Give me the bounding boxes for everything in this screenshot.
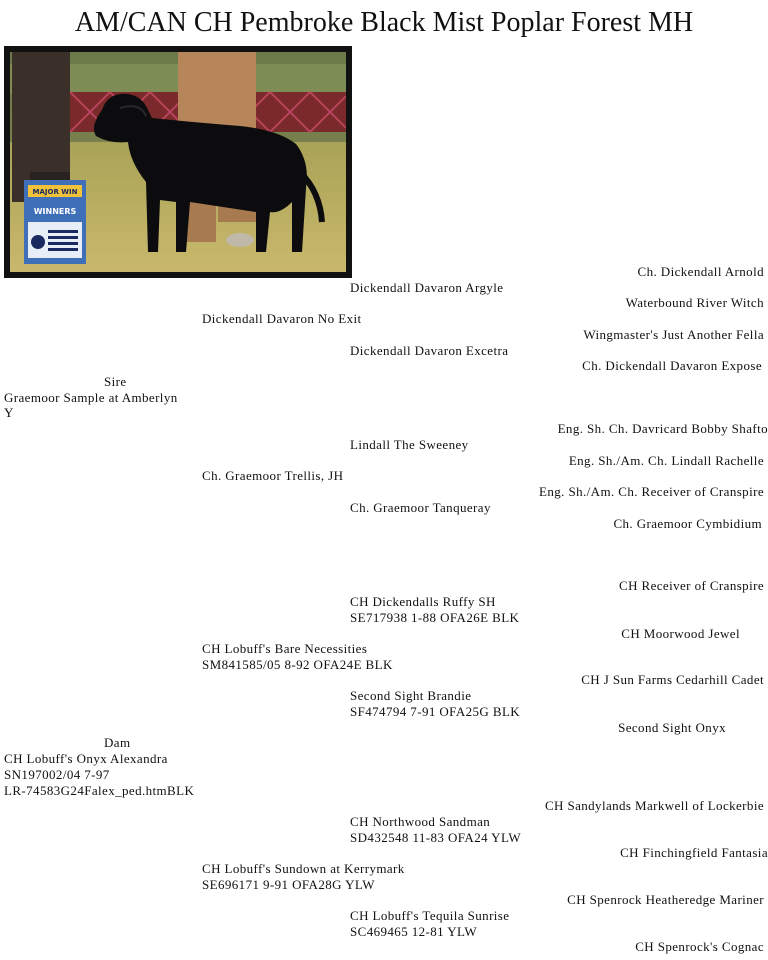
dam-pedigree-sss: CH Receiver of Cranspire xyxy=(619,578,764,593)
pedigree-dd: Ch. Graemoor Tanqueray xyxy=(350,500,491,515)
page-title: AM/CAN CH Pembroke Black Mist Poplar Forest MH xyxy=(74,7,694,38)
dam-pedigree-sd-line-2: SF474794 7-91 OFA25G BLK xyxy=(350,704,521,719)
pedigree-ssd: Waterbound River Witch xyxy=(625,295,764,310)
dam-name-line-3: LR-74583G24Falex_ped.htmBLK xyxy=(4,783,195,798)
pedigree-dsd: Eng. Sh./Am. Ch. Lindall Rachelle xyxy=(568,453,764,468)
dam-name-line-1: CH Lobuff's Onyx Alexandra xyxy=(4,751,168,766)
dam-pedigree-dd-line-2: SC469465 12-81 YLW xyxy=(350,924,478,939)
pedigree-dsss: Eng. Sh. Ch. Davricard Bobby Shafto xyxy=(557,421,768,436)
dam-pedigree-ddd: CH Spenrock's Cognac xyxy=(635,939,764,954)
dam-pedigree-sdd: Second Sight Onyx xyxy=(618,720,726,735)
sign-line-1: MAJOR WIN xyxy=(32,188,78,196)
dam-dam-line-1: CH Lobuff's Sundown at Kerrymark xyxy=(202,861,405,876)
dam-sire-line-2: SM841585/05 8-92 OFA24E BLK xyxy=(202,657,393,672)
pedigree-sire-sire: Dickendall Davaron No Exit xyxy=(202,311,362,326)
pedigree-sd: Dickendall Davaron Excetra xyxy=(350,343,509,358)
dam-pedigree-dss: CH Sandylands Markwell of Lockerbie xyxy=(544,798,764,813)
sire-label: Sire xyxy=(104,374,127,389)
pedigree-sdss: Wingmaster's Just Another Fella xyxy=(583,327,764,342)
dam-pedigree-dsd: CH Finchingfield Fantasia xyxy=(620,845,768,860)
pedigree-sire-dam: Ch. Graemoor Trellis, JH xyxy=(202,468,344,483)
pedigree-sss: Ch. Dickendall Arnold xyxy=(637,264,764,279)
dam-pedigree-ss-line-1: CH Dickendalls Ruffy SH xyxy=(350,594,496,609)
dam-pedigree-ss-line-2: SE717938 1-88 OFA26E BLK xyxy=(350,610,520,625)
pedigree-ss: Dickendall Davaron Argyle xyxy=(350,280,504,295)
sire-name-line-2: Y xyxy=(4,405,14,420)
dog-photo-image xyxy=(10,52,346,272)
dam-label: Dam xyxy=(104,735,131,750)
dam-dam-line-2: SE696171 9-91 OFA28G YLW xyxy=(202,877,375,892)
pedigree-ddd: Ch. Graemoor Cymbidium xyxy=(613,516,762,531)
dam-pedigree-ssd: CH Moorwood Jewel xyxy=(621,626,740,641)
pedigree-ds: Lindall The Sweeney xyxy=(350,437,469,452)
dam-pedigree-dds: CH Spenrock Heatheredge Mariner xyxy=(567,892,764,907)
dam-pedigree-ds-line-1: CH Northwood Sandman xyxy=(350,814,491,829)
pedigree-sdd: Ch. Dickendall Davaron Expose xyxy=(582,358,762,373)
dog-photo xyxy=(4,46,352,278)
sign-line-2: WINNERS xyxy=(33,207,77,216)
dam-pedigree-ds-line-2: SD432548 11-83 OFA24 YLW xyxy=(350,830,522,845)
dam-pedigree-sds: CH J Sun Farms Cedarhill Cadet xyxy=(581,672,764,687)
sire-name-line-1: Graemoor Sample at Amberlyn xyxy=(4,390,178,405)
dam-pedigree-sd-line-1: Second Sight Brandie xyxy=(350,688,472,703)
pedigree-ddss: Eng. Sh./Am. Ch. Receiver of Cranspire xyxy=(539,484,764,499)
dam-pedigree-dd-line-1: CH Lobuff's Tequila Sunrise xyxy=(350,908,510,923)
dam-name-line-2: SN197002/04 7-97 xyxy=(4,767,110,782)
dam-sire-line-1: CH Lobuff's Bare Necessities xyxy=(202,641,368,656)
